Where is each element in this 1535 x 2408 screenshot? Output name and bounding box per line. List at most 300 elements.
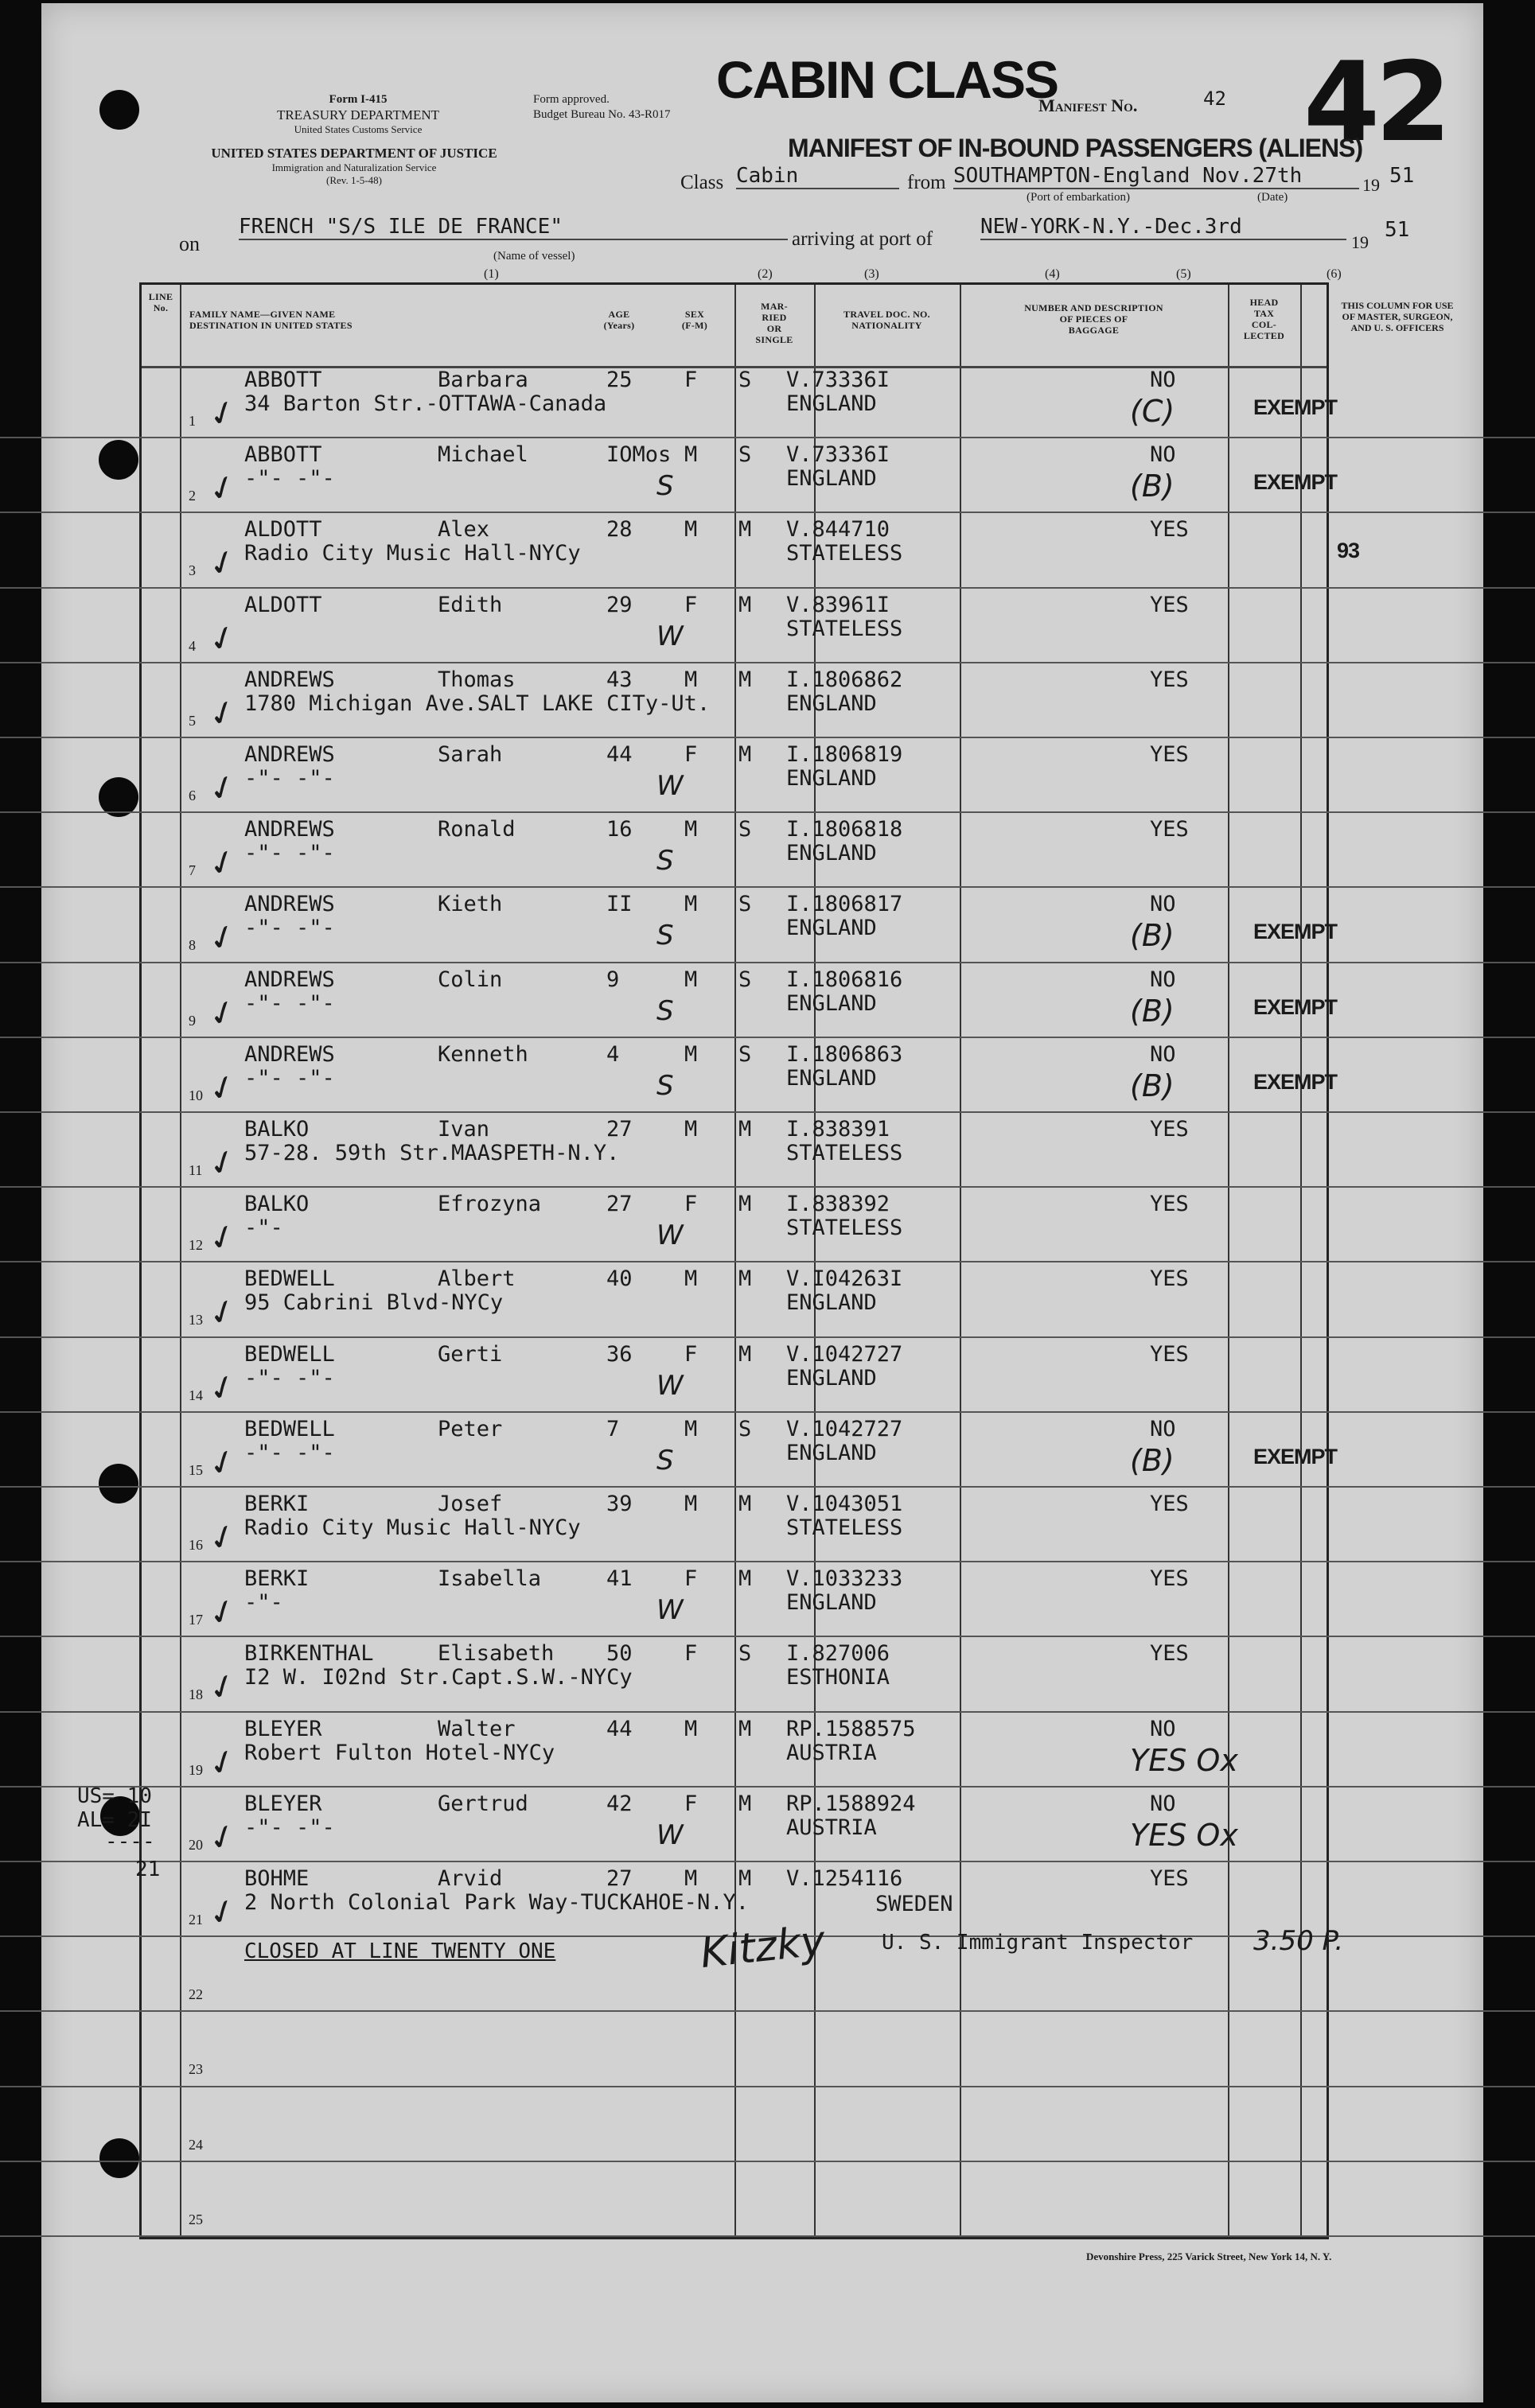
travel-doc-number: V.1033233 xyxy=(786,1566,903,1592)
justice-department: UNITED STATES DEPARTMENT OF JUSTICE xyxy=(211,146,497,161)
col-header-line: LINE No. xyxy=(148,291,173,313)
marital-status: S xyxy=(738,1641,752,1667)
family-name: BIRKENTHAL xyxy=(244,1641,374,1667)
col-header-sex: SEX (F-M) xyxy=(681,309,708,331)
head-tax: YES xyxy=(1150,1492,1189,1516)
check-mark-icon: ✓ xyxy=(202,690,243,737)
nationality: ENGLAND xyxy=(786,1290,877,1316)
destination: -"- -"- xyxy=(244,1065,335,1091)
head-tax: NO xyxy=(1150,892,1176,917)
check-mark-icon: ✓ xyxy=(202,1364,243,1411)
family-name: BERKI xyxy=(244,1566,310,1592)
table-row xyxy=(0,513,1535,588)
nationality: ENGLAND xyxy=(786,1365,877,1391)
family-name: ABBOTT xyxy=(244,442,322,468)
exempt-stamp: EXEMPT xyxy=(1253,1069,1338,1094)
handwritten-mark: (B) xyxy=(1130,918,1175,954)
sex: M xyxy=(684,1266,698,1292)
handwritten-mark: (B) xyxy=(1130,1068,1175,1103)
check-mark-icon: ✓ xyxy=(202,1514,243,1561)
destination: 1780 Michigan Ave.SALT LAKE CITy-Ut. xyxy=(244,691,711,716)
form-approved: Form approved. xyxy=(533,93,610,106)
col-header-name: FAMILY NAME—GIVEN NAME DESTINATION IN UNITED STATES xyxy=(189,309,353,331)
from-year-prefix: 19 xyxy=(1362,175,1380,195)
head-tax: NO xyxy=(1150,1041,1176,1067)
vessel-caption: (Name of vessel) xyxy=(493,250,575,263)
sex: F xyxy=(684,1641,698,1667)
line-number: 24 xyxy=(189,2136,203,2153)
line-number: 6 xyxy=(189,788,196,803)
inspector-title: U. S. Immigrant Inspector xyxy=(882,1931,1194,1955)
check-mark-icon: ✓ xyxy=(202,1289,243,1336)
marital-status: M xyxy=(738,1266,752,1292)
travel-doc-number: I.1806816 xyxy=(786,967,903,992)
family-name: ANDREWS xyxy=(244,892,335,917)
given-name: Thomas xyxy=(438,667,516,692)
printer-footer: Devonshire Press, 225 Varick Street, New York 14, N. Y. xyxy=(1086,2250,1332,2262)
age: 41 xyxy=(606,1566,633,1592)
age: 40 xyxy=(606,1266,633,1292)
sex: M xyxy=(684,967,698,992)
on-label: on xyxy=(179,232,200,255)
marital-status: M xyxy=(738,1192,752,1217)
nationality: AUSTRIA xyxy=(786,1740,877,1765)
travel-doc-number: V.1254116 xyxy=(786,1866,903,1891)
age: 43 xyxy=(606,667,633,692)
age: 27 xyxy=(606,1192,633,1217)
sex: M xyxy=(684,667,698,692)
exempt-stamp: EXEMPT xyxy=(1253,395,1338,419)
head-tax: YES xyxy=(1150,742,1189,767)
nationality: ENGLAND xyxy=(786,1440,877,1465)
inspector-signature: Kitzky xyxy=(698,1916,828,1978)
given-name: Kenneth xyxy=(438,1041,528,1067)
marital-status: M xyxy=(738,1716,752,1741)
table-row xyxy=(0,1788,1535,1862)
destination: -"- -"- xyxy=(244,990,335,1016)
nationality: ENGLAND xyxy=(786,766,877,791)
family-name: BEDWELL xyxy=(244,1416,335,1441)
arriving-label: arriving at port of xyxy=(792,228,933,250)
handwritten-mark: (B) xyxy=(1130,993,1175,1029)
head-tax: YES xyxy=(1150,1266,1189,1292)
handwritten-status: S xyxy=(656,920,674,952)
col-header-age: AGE (Years) xyxy=(603,309,635,331)
form-number: Form I-415 xyxy=(329,93,388,106)
revision-date: (Rev. 1-5-48) xyxy=(326,174,382,186)
sex: M xyxy=(684,1866,698,1891)
col-num-2: (2) xyxy=(758,267,773,281)
family-name: ALDOTT xyxy=(244,592,322,617)
sex: M xyxy=(684,1416,698,1441)
from-year: 51 xyxy=(1389,164,1415,188)
col-num-5: (5) xyxy=(1176,267,1191,281)
marital-status: S xyxy=(738,892,752,917)
nationality: ENGLAND xyxy=(786,466,877,492)
head-tax: YES xyxy=(1150,1566,1189,1592)
immigration-service: Immigration and Naturalization Service xyxy=(271,161,437,173)
check-mark-icon: ✓ xyxy=(202,839,243,886)
travel-doc-number: I.838391 xyxy=(786,1117,890,1142)
given-name: Alex xyxy=(438,517,490,543)
nationality: STATELESS xyxy=(786,1216,903,1241)
exempt-stamp: EXEMPT xyxy=(1253,470,1338,495)
nationality: ENGLAND xyxy=(786,1065,877,1091)
destination: Robert Fulton Hotel-NYCy xyxy=(244,1740,555,1765)
class-value: Cabin xyxy=(736,164,899,189)
given-name: Edith xyxy=(438,592,503,617)
line-number: 19 xyxy=(189,1761,203,1778)
age: 50 xyxy=(606,1641,633,1667)
family-name: ANDREWS xyxy=(244,742,335,767)
given-name: Gertrud xyxy=(438,1791,528,1816)
sex: M xyxy=(684,892,698,917)
head-tax: NO xyxy=(1150,1791,1176,1816)
nationality: ENGLAND xyxy=(786,990,877,1016)
travel-doc-number: I.1806818 xyxy=(786,817,903,842)
given-name: Albert xyxy=(438,1266,516,1292)
age: 4 xyxy=(606,1041,620,1067)
line-number: 1 xyxy=(189,413,196,429)
arrival-year-prefix: 19 xyxy=(1351,232,1369,252)
date-caption: (Date) xyxy=(1257,191,1288,204)
marital-status: M xyxy=(738,1492,752,1516)
travel-doc-number: RP.1588924 xyxy=(786,1791,916,1816)
given-name: Gerti xyxy=(438,1341,503,1367)
family-name: ANDREWS xyxy=(244,967,335,992)
sex: M xyxy=(684,1117,698,1142)
nationality: STATELESS xyxy=(786,1141,903,1165)
age: 44 xyxy=(606,1716,633,1741)
line-number: 3 xyxy=(189,562,196,579)
travel-doc-number: I.1806817 xyxy=(786,892,903,917)
line-number: 16 xyxy=(189,1537,203,1553)
tally-total: 21 xyxy=(135,1858,161,1881)
line-number: 11 xyxy=(189,1162,203,1178)
age: 25 xyxy=(606,368,633,392)
table-row xyxy=(0,1262,1535,1337)
arrival-year: 51 xyxy=(1385,218,1410,242)
head-tax: NO xyxy=(1150,1716,1176,1741)
col-num-1: (1) xyxy=(484,267,499,281)
family-name: BLEYER xyxy=(244,1791,322,1816)
check-mark-icon: ✓ xyxy=(202,615,243,662)
exempt-stamp: EXEMPT xyxy=(1253,994,1338,1019)
table-row xyxy=(0,364,1535,438)
given-name: Efrozyna xyxy=(438,1192,542,1217)
manifest-label: Manifest No. xyxy=(1038,95,1138,115)
head-tax: YES xyxy=(1150,1641,1189,1667)
given-name: Ivan xyxy=(438,1117,490,1142)
marital-status: M xyxy=(738,1791,752,1816)
given-name: Sarah xyxy=(438,742,503,767)
sex: F xyxy=(684,592,698,617)
age: 16 xyxy=(606,817,633,842)
given-name: Ronald xyxy=(438,817,516,842)
sex: F xyxy=(684,1341,698,1367)
nationality: ENGLAND xyxy=(786,691,877,716)
travel-doc-number: RP.1588575 xyxy=(786,1716,916,1741)
sex: F xyxy=(684,1192,698,1217)
handwritten-status: S xyxy=(656,1444,674,1476)
marital-status: S xyxy=(738,1416,752,1441)
line-number: 21 xyxy=(189,1912,203,1928)
table-row xyxy=(0,1038,1535,1113)
nationality: SWEDEN xyxy=(875,1892,953,1916)
family-name: ANDREWS xyxy=(244,1041,335,1067)
handwritten-status: W xyxy=(656,1369,684,1402)
head-tax: YES xyxy=(1150,1117,1189,1142)
check-mark-icon: ✓ xyxy=(202,1814,243,1861)
marital-status: S xyxy=(738,817,752,842)
line-number: 17 xyxy=(189,1612,203,1628)
line-number: 22 xyxy=(189,1986,203,2003)
table-row xyxy=(0,1488,1535,1562)
line-number: 8 xyxy=(189,937,196,954)
travel-doc-number: V.1042727 xyxy=(786,1416,903,1441)
marital-status: S xyxy=(738,1041,752,1067)
marital-status: M xyxy=(738,667,752,692)
vessel-name: FRENCH "S/S ILE DE FRANCE" xyxy=(239,215,788,240)
sex: M xyxy=(684,1716,698,1741)
treasury-department: TREASURY DEPARTMENT xyxy=(276,107,440,123)
destination: Radio City Music Hall-NYCy xyxy=(244,1515,581,1540)
given-name: Peter xyxy=(438,1416,503,1441)
line-number: 9 xyxy=(189,1012,196,1029)
travel-doc-number: I.838392 xyxy=(786,1192,890,1217)
head-tax: YES xyxy=(1150,517,1189,543)
table-row xyxy=(0,1113,1535,1188)
head-tax: YES xyxy=(1150,1341,1189,1367)
sex: F xyxy=(684,742,698,767)
head-tax: NO xyxy=(1150,442,1176,468)
manifest-title: MANIFEST OF IN-BOUND PASSENGERS (ALIENS) xyxy=(788,134,1363,162)
destination: -"- -"- xyxy=(244,841,335,866)
family-name: BEDWELL xyxy=(244,1266,335,1292)
col-header-married: MAR- RIED OR SINGLE xyxy=(755,301,793,345)
port-caption: (Port of embarkation) xyxy=(1027,191,1130,204)
destination: -"- -"- xyxy=(244,1365,335,1391)
binder-hole xyxy=(99,90,139,130)
age: 39 xyxy=(606,1492,633,1516)
family-name: BEDWELL xyxy=(244,1341,335,1367)
check-mark-icon: ✓ xyxy=(202,914,243,961)
handwritten-mark: (C) xyxy=(1130,394,1175,429)
line-number: 5 xyxy=(189,712,196,729)
head-tax: YES xyxy=(1150,1866,1189,1891)
col-header-travel-doc: TRAVEL DOC. NO. NATIONALITY xyxy=(843,309,930,331)
destination: -"- -"- xyxy=(244,1815,335,1840)
sex: M xyxy=(684,1041,698,1067)
age: 7 xyxy=(606,1416,620,1441)
marital-status: S xyxy=(738,442,752,468)
check-mark-icon: ✓ xyxy=(202,764,243,811)
check-mark-icon: ✓ xyxy=(202,1589,243,1636)
table-row xyxy=(0,1637,1535,1712)
marital-status: M xyxy=(738,1866,752,1891)
travel-doc-number: V.844710 xyxy=(786,517,890,543)
head-tax: YES xyxy=(1150,817,1189,842)
table-row xyxy=(0,2162,1535,2237)
travel-doc-number: V.1042727 xyxy=(786,1341,903,1367)
age: 27 xyxy=(606,1866,633,1891)
given-name: Michael xyxy=(438,442,528,468)
given-name: Arvid xyxy=(438,1866,503,1891)
marital-status: M xyxy=(738,1341,752,1367)
family-name: BERKI xyxy=(244,1492,310,1516)
handwritten-status: W xyxy=(656,1220,684,1252)
marital-status: M xyxy=(738,1566,752,1592)
exempt-stamp: EXEMPT xyxy=(1253,1444,1338,1469)
age: 29 xyxy=(606,592,633,617)
check-mark-icon: ✓ xyxy=(202,990,243,1037)
handwritten-mark: YES Ox xyxy=(1130,1817,1238,1853)
inspector-note: 3.50 P. xyxy=(1253,1925,1344,1957)
customs-service: United States Customs Service xyxy=(294,123,423,135)
given-name: Barbara xyxy=(438,368,528,392)
check-mark-icon: ✓ xyxy=(202,1663,243,1710)
from-label: from xyxy=(907,172,946,193)
table-row xyxy=(0,738,1535,813)
line-number: 4 xyxy=(189,637,196,654)
table-row xyxy=(0,1713,1535,1788)
destination: -"- xyxy=(244,1216,283,1241)
check-mark-icon: ✓ xyxy=(202,1214,243,1261)
check-mark-icon: ✓ xyxy=(202,1139,243,1186)
destination: -"- -"- xyxy=(244,766,335,791)
table-row xyxy=(0,888,1535,963)
table-row xyxy=(0,813,1535,888)
check-mark-icon: ✓ xyxy=(202,1439,243,1486)
given-name: Kieth xyxy=(438,892,503,917)
table-row xyxy=(0,438,1535,513)
sex: M xyxy=(684,817,698,842)
destination: -"- -"- xyxy=(244,1440,335,1465)
age: 9 xyxy=(606,967,620,992)
destination: Radio City Music Hall-NYCy xyxy=(244,541,581,566)
table-row xyxy=(0,2012,1535,2087)
head-tax: YES xyxy=(1150,667,1189,692)
travel-doc-number: I.1806862 xyxy=(786,667,903,692)
destination: 2 North Colonial Park Way-TUCKAHOE-N.Y. xyxy=(244,1890,749,1915)
family-name: BALKO xyxy=(244,1117,310,1142)
travel-doc-number: I.827006 xyxy=(786,1641,890,1667)
family-name: ALDOTT xyxy=(244,517,322,543)
from-value: SOUTHAMPTON-England Nov.27th xyxy=(953,164,1359,189)
given-name: Josef xyxy=(438,1492,503,1516)
check-mark-icon: ✓ xyxy=(202,1739,243,1786)
check-mark-icon: ✓ xyxy=(202,539,243,586)
sex: M xyxy=(684,1492,698,1516)
given-name: Isabella xyxy=(438,1566,542,1592)
arrival-value: NEW-YORK-N.Y.-Dec.3rd xyxy=(980,215,1346,240)
nationality: ENGLAND xyxy=(786,841,877,866)
check-mark-icon: ✓ xyxy=(202,1889,243,1935)
travel-doc-number: I.1806863 xyxy=(786,1041,903,1067)
line-number: 7 xyxy=(189,862,196,879)
travel-doc-number: V.73336I xyxy=(786,442,890,468)
travel-doc-number: I.1806819 xyxy=(786,742,903,767)
table-row xyxy=(0,589,1535,663)
nationality: ENGLAND xyxy=(786,391,877,416)
destination: I2 W. I02nd Str.Capt.S.W.-NYCy xyxy=(244,1665,633,1690)
given-name: Colin xyxy=(438,967,503,992)
age: 44 xyxy=(606,742,633,767)
handwritten-mark: (B) xyxy=(1130,469,1175,504)
table-row xyxy=(0,1413,1535,1488)
handwritten-status: W xyxy=(656,620,684,652)
head-tax: YES xyxy=(1150,592,1189,617)
destination: 34 Barton Str.-OTTAWA-Canada xyxy=(244,391,607,416)
manifest-number: 42 xyxy=(1203,88,1226,110)
given-name: Walter xyxy=(438,1716,516,1741)
age: 28 xyxy=(606,517,633,543)
line-number: 15 xyxy=(189,1461,203,1478)
tally-dash: ---- xyxy=(105,1830,155,1854)
handwritten-status: W xyxy=(656,1819,684,1851)
destination: -"- -"- xyxy=(244,466,335,492)
travel-doc-number: V.1043051 xyxy=(786,1492,903,1516)
col-num-3: (3) xyxy=(864,267,879,281)
nationality: STATELESS xyxy=(786,541,903,566)
family-name: BLEYER xyxy=(244,1716,322,1741)
travel-doc-number: V.I04263I xyxy=(786,1266,903,1292)
line-number: 18 xyxy=(189,1686,203,1703)
tally-al: AL= 2I xyxy=(77,1808,152,1832)
age: IOMos xyxy=(606,442,672,468)
check-mark-icon: ✓ xyxy=(202,465,243,512)
family-name: ANDREWS xyxy=(244,667,335,692)
line-number: 10 xyxy=(189,1087,203,1103)
check-mark-icon: ✓ xyxy=(202,1064,243,1111)
family-name: BOHME xyxy=(244,1866,310,1891)
handwritten-status: W xyxy=(656,1594,684,1627)
col-header-baggage: NUMBER AND DESCRIPTION OF PIECES OF BAGGAGE xyxy=(1024,302,1163,336)
age: 42 xyxy=(606,1791,633,1816)
marital-status: S xyxy=(738,368,752,392)
marital-status: M xyxy=(738,742,752,767)
exempt-stamp: EXEMPT xyxy=(1253,920,1338,944)
given-name: Elisabeth xyxy=(438,1641,555,1667)
line-number: 20 xyxy=(189,1836,203,1853)
destination: -"- xyxy=(244,1590,283,1616)
handwritten-status: S xyxy=(656,845,674,877)
col-num-4: (4) xyxy=(1045,267,1060,281)
marital-status: M xyxy=(738,592,752,617)
travel-doc-number: V.73336I xyxy=(786,368,890,392)
class-label: Class xyxy=(680,172,724,193)
cabin-class-stamp: CABIN CLASS xyxy=(716,50,1058,109)
family-name: BALKO xyxy=(244,1192,310,1217)
nationality: ENGLAND xyxy=(786,1590,877,1616)
line-number: 2 xyxy=(189,488,196,504)
table-row xyxy=(0,963,1535,1038)
sex: F xyxy=(684,1791,698,1816)
age: II xyxy=(606,892,633,917)
destination: -"- -"- xyxy=(244,916,335,941)
tally-us: US= 10 xyxy=(77,1784,152,1808)
handwritten-status: W xyxy=(656,770,684,802)
table-row xyxy=(0,663,1535,738)
marital-status: S xyxy=(738,967,752,992)
check-mark-icon: ✓ xyxy=(202,390,243,437)
sex: M xyxy=(684,517,698,543)
destination: 57-28. 59th Str.MAASPETH-N.Y. xyxy=(244,1141,620,1165)
handwritten-status: S xyxy=(656,994,674,1027)
nationality: AUSTRIA xyxy=(786,1815,877,1840)
nationality: STATELESS xyxy=(786,1515,903,1540)
line-number: 14 xyxy=(189,1387,203,1403)
